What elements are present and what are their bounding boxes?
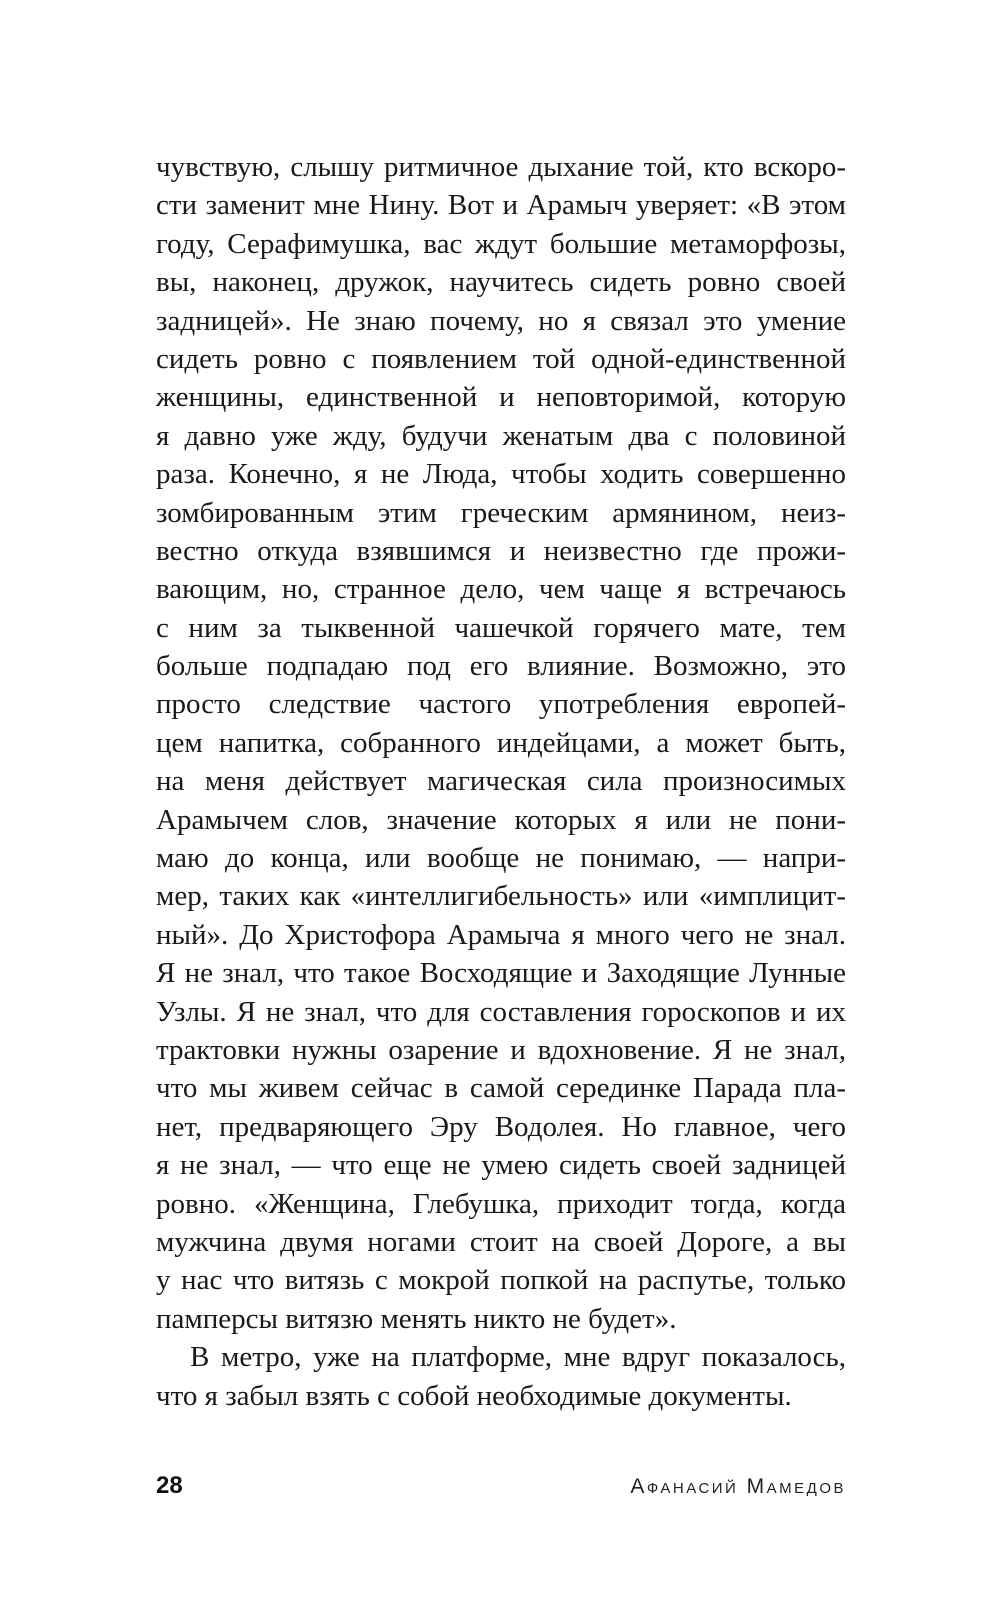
text-line: мер, таких как «интеллигибельность» или «имплицит-	[156, 880, 846, 913]
page-number: 28	[156, 1472, 183, 1499]
body-text	[156, 148, 846, 1415]
text-line: вы, наконец, дружок, научитесь сидеть ровно своей	[156, 266, 846, 299]
paragraph-1	[156, 148, 846, 1338]
text-line: ровно. «Женщина, Глебушка, приходит тогда, когда	[156, 1187, 846, 1220]
text-line: у нас что витязь с мокрой попкой на распутье, только	[156, 1264, 846, 1297]
text-line: вающим, но, странное дело, чем чаще я встречаюсь	[156, 573, 846, 606]
text-line: я не знал, — что еще не умею сидеть своей задницей	[156, 1149, 846, 1182]
text-line: Арамычем слов, значение которых я или не пони-	[156, 803, 846, 836]
text-line: раза. Конечно, я не Люда, чтобы ходить совершенно	[156, 458, 846, 491]
text-line: больше подпадаю под его влияние. Возможно, это	[156, 650, 846, 683]
text-line: зомбированным этим греческим армянином, неиз-	[156, 496, 846, 529]
text-line: с ним за тыквенной чашечкой горячего мате, тем	[156, 611, 846, 644]
text-line: году, Серафимушка, вас ждут большие метаморфозы,	[156, 227, 846, 260]
text-line: что мы живем сейчас в самой серединке Парада пла-	[156, 1072, 846, 1105]
text-line: мужчина двумя ногами стоит на своей Дороге, а вы	[156, 1225, 846, 1258]
text-line: маю до конца, или вообще не понимаю, — напри-	[156, 842, 846, 875]
text-line: нет, предваряющего Эру Водолея. Но главное, чего	[156, 1110, 846, 1143]
text-line: женщины, единственной и неповторимой, которую	[156, 381, 846, 414]
text-line: вестно откуда взявшимся и неизвестно где прожи-	[156, 534, 846, 567]
text-line: на меня действует магическая сила произносимых	[156, 765, 846, 798]
text-line: я давно уже жду, будучи женатым два с половиной	[156, 419, 846, 452]
text-line: ный». До Христофора Арамыча я много чего не знал.	[156, 918, 846, 951]
text-line: сидеть ровно с появлением той одной-единственной	[156, 342, 846, 375]
text-line: сти заменит мне Нину. Вот и Арамыч уверяет: «В этом	[156, 189, 846, 222]
text-line: что я забыл взять с собой необходимые документы.	[156, 1379, 792, 1412]
text-line: просто следствие частого употребления европей-	[156, 688, 846, 721]
text-line: цем напитка, собранного индейцами, а может быть,	[156, 726, 846, 759]
text-line: трактовки нужны озарение и вдохновение. Я не знал,	[156, 1033, 846, 1066]
text-line: В метро, уже на платформе, мне вдруг показалось,	[190, 1341, 846, 1374]
running-head-author: Афанасий Мамедов	[630, 1475, 846, 1498]
page-footer	[156, 1470, 846, 1510]
text-line: Узлы. Я не знал, что для составления гороскопов и их	[156, 995, 846, 1028]
text-line: памперсы витязю менять никто не будет».	[156, 1302, 677, 1335]
text-line: задницей». Не знаю почему, но я связал это умение	[156, 304, 846, 337]
paragraph-2	[156, 1338, 846, 1415]
text-line: Я не знал, что такое Восходящие и Заходящие Лунные	[156, 957, 846, 990]
text-line: чувствую, слышу ритмичное дыхание той, кто вскоро-	[156, 151, 846, 183]
